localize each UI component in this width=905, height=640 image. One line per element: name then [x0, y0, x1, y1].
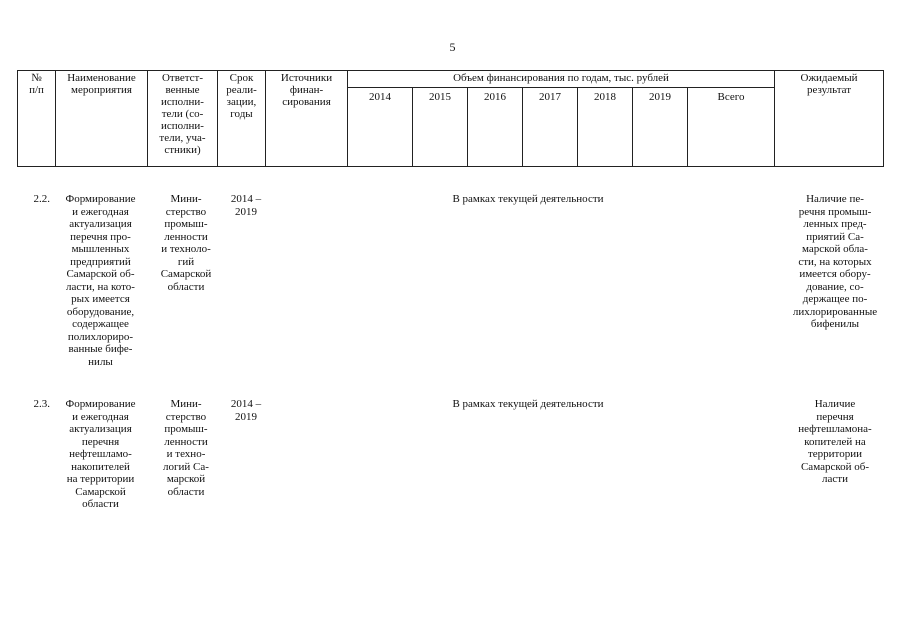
header-responsible-line: стники): [164, 144, 201, 156]
row-2-3-name-line: нефтешламо-: [69, 448, 132, 460]
row-2-2-name-line: и ежегодная: [72, 205, 129, 218]
row-2-2-responsible-line: Самарской: [160, 268, 212, 280]
row-2-2-num: 2.2.: [33, 193, 50, 205]
row-2-2-responsible-line: стерство: [165, 205, 207, 218]
header-sources: [266, 71, 348, 167]
header-result-line: результат: [806, 84, 852, 96]
row-2-3-term-line: 2014 –: [230, 398, 262, 410]
header-responsible-line: тели (со-: [161, 108, 204, 120]
row-2-2-responsible-line: гий: [177, 255, 195, 268]
header-result: [775, 71, 884, 167]
header-term-line: зации,: [226, 96, 257, 108]
header-year-2016: 2016: [468, 88, 523, 167]
row-2-3-responsible-line: Мини-: [170, 398, 202, 410]
header-year-2014: 2014: [348, 88, 413, 167]
row-2-2-name-line: ласти, на кото-: [66, 280, 135, 293]
row-2-3-responsible-line: стерство: [165, 410, 207, 423]
row-2-2-term-line: 2019: [235, 205, 257, 218]
row-2-2-name-line: ванные бифе-: [68, 343, 133, 355]
row-2-3-result-line: перечня: [816, 410, 854, 423]
row-2-2-result-line: приятий Са-: [806, 230, 864, 243]
row-2-3-result-line: Наличие: [814, 398, 856, 410]
header-responsible-line: венные: [165, 84, 200, 96]
row-2-2-result: [787, 193, 883, 331]
row-2-3-responsible-line: ленности: [164, 435, 208, 448]
row-2-3-responsible: [152, 398, 220, 498]
header-year-total: Всего: [688, 88, 775, 167]
row-2-3-name-line: на территории: [66, 473, 135, 485]
row-2-3-name-line: актуализация: [69, 423, 132, 435]
row-2-2-result-line: ленных пред-: [803, 218, 867, 230]
row-2-3-result-line: нефтешламона-: [798, 423, 872, 435]
header-num: [18, 71, 56, 167]
row-2-3-term: [224, 398, 268, 423]
row-2-2-result-line: дование, со-: [806, 280, 864, 293]
header-name-line: Наименование: [67, 72, 136, 84]
header-responsible-line: исполни-: [161, 96, 204, 108]
row-2-2-responsible-line: ленности: [164, 230, 208, 243]
header-volume: Объем финансирования по годам, тыс. рублей: [348, 71, 775, 88]
row-2-2-responsible: [152, 193, 220, 293]
row-2-2-term-line: 2014 –: [230, 193, 262, 205]
row-2-2-name-line: содержащее: [72, 318, 129, 330]
row-2-2-result-line: имеется обору-: [799, 268, 871, 280]
header-year-2019: 2019: [633, 88, 688, 167]
row-2-2-result-line: марской обла-: [802, 243, 868, 255]
row-2-3-financing: В рамках текущей деятельности: [452, 398, 604, 410]
row-2-2-responsible-line: области: [167, 280, 205, 293]
row-2-3-result-line: ласти: [822, 473, 848, 485]
page-number: 5: [449, 40, 456, 54]
row-2-3-responsible-line: логий Са-: [163, 460, 209, 473]
row-2-3-name-line: накопителей: [71, 460, 130, 473]
header-term-line: реали-: [226, 84, 257, 96]
row-2-2-name-line: перечня про-: [70, 230, 131, 243]
row-2-3-result: [787, 398, 883, 486]
header-responsible-line: Ответст-: [161, 72, 204, 84]
row-2-2-name: [55, 193, 146, 368]
row-2-3-name-line: области: [82, 498, 119, 510]
row-2-3-responsible-line: области: [167, 485, 205, 498]
row-2-2-name-line: Самарской об-: [66, 268, 135, 280]
row-2-2-name-line: нилы: [88, 355, 113, 368]
row-2-2-name-line: Формирование: [65, 193, 136, 205]
row-2-2-result-line: Наличие пе-: [806, 193, 864, 205]
row-2-2-result-line: сти, на которых: [798, 255, 872, 268]
header-year-2017: 2017: [523, 88, 578, 167]
header-num-line: №: [31, 72, 42, 84]
row-2-3-result-line: копителей на: [804, 435, 866, 448]
row-2-2-result-line: речня промыш-: [798, 205, 872, 218]
row-2-3-result-line: Самарской об-: [800, 460, 870, 473]
header-term-line: Срок: [229, 72, 254, 84]
row-2-2-result-line: держащее по-: [802, 293, 868, 305]
header-sources-line: финан-: [289, 84, 324, 96]
row-2-2-responsible-line: промыш-: [164, 218, 208, 230]
row-2-3-responsible-line: марской: [166, 473, 206, 485]
row-2-2-name-line: оборудование,: [66, 305, 135, 318]
header-year-2015: 2015: [413, 88, 468, 167]
header-result-line: Ожидаемый: [800, 72, 858, 84]
row-2-3-name-line: и ежегодная: [72, 410, 129, 423]
row-2-3-name-line: Формирование: [65, 398, 136, 410]
row-2-2-responsible-line: Мини-: [170, 193, 202, 205]
row-2-3-num: 2.3.: [33, 398, 50, 410]
header-term: [218, 71, 266, 167]
header-responsible-line: исполни-: [161, 120, 204, 132]
row-2-3-name-line: Самарской: [75, 485, 126, 498]
row-2-2-name-line: рых имеется: [71, 293, 130, 305]
row-2-2-name-line: предприятий: [70, 255, 131, 268]
row-2-2-term: [224, 193, 268, 218]
header-responsible-line: тели, уча-: [159, 132, 206, 144]
header-year-2018: 2018: [578, 88, 633, 167]
row-2-2-result-line: бифенилы: [810, 318, 860, 330]
header-term-line: годы: [230, 108, 253, 120]
row-2-2-name-line: актуализация: [69, 218, 132, 230]
header-name: [56, 71, 148, 167]
row-2-3-term-line: 2019: [235, 410, 257, 423]
row-2-2-financing: В рамках текущей деятельности: [452, 193, 604, 205]
row-2-3-name: [55, 398, 146, 511]
row-2-3-result-line: территории: [807, 448, 862, 460]
header-name-line: мероприятия: [71, 84, 132, 96]
row-2-2-result-line: лихлорированные: [792, 305, 878, 318]
table-header: [17, 70, 884, 167]
header-sources-line: сирования: [282, 96, 331, 108]
row-2-2-name-line: мышленных: [71, 243, 130, 255]
row-2-3-name-line: перечня: [81, 435, 120, 448]
row-2-2-name-line: полихлориро-: [67, 330, 134, 343]
header-responsible: [148, 71, 218, 167]
row-2-2-responsible-line: и техноло-: [161, 243, 211, 255]
header-sources-line: Источники: [280, 72, 333, 84]
row-2-3-responsible-line: промыш-: [164, 423, 208, 435]
row-2-3-responsible-line: и техно-: [166, 448, 206, 460]
header-num-line: п/п: [29, 84, 44, 96]
